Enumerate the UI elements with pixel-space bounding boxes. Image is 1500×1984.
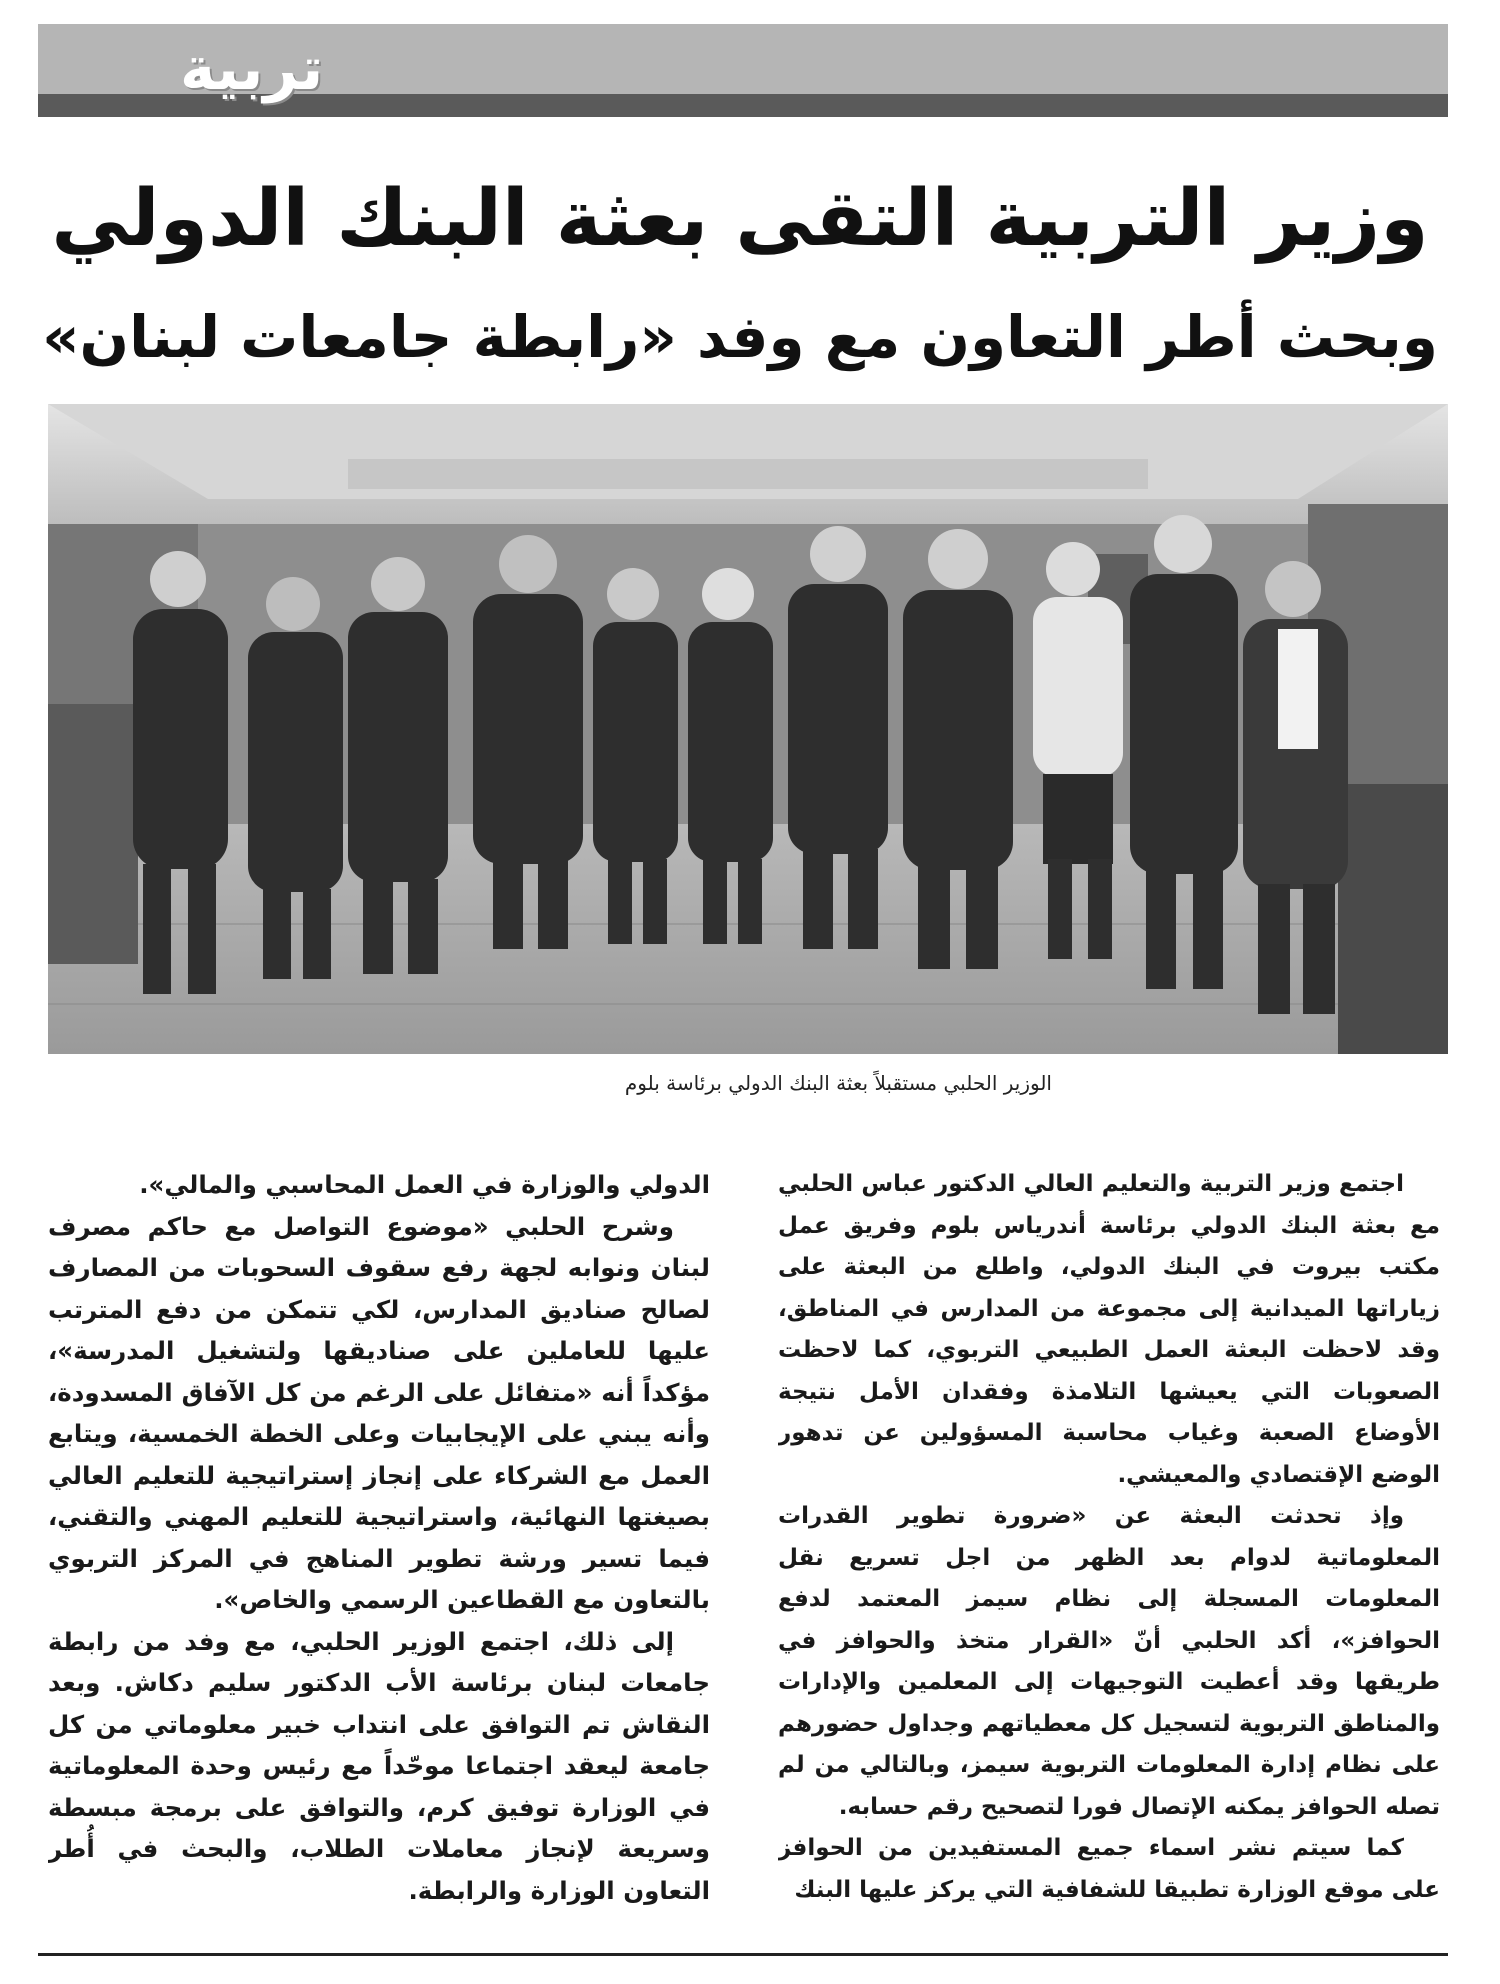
bottom-rule (38, 1953, 1448, 1956)
article-paragraph: وشرح الحلبي «موضوع التواصل مع حاكم مصرف لبنان ونوابه لجهة رفع سقوف السحوبات من المصارف لصالح صناديق المدارس، لكي تتمكن من دفع المترتب عليها للعاملين على صناديقها ولتشغيل المدرسة»، مؤكداً أنه «متفائل على الرغم من كل الآفاق المسدودة، وأنه يبني على الإيجابيات وعلى الخطة الخمسية، ويتابع العمل مع الشركاء على إنجاز إستراتيجية للتعليم العالي بصيغتها النهائية، واستراتيجية للتعليم المهني والتقني، فيما تسير ورشة تطوير المناهج في المركز التربوي بالتعاون مع القطاعين الرسمي والخاص». (48, 1211, 710, 1614)
headline-line-1: وزير التربية التقى بعثة البنك الدولي (51, 174, 1429, 264)
article-paragraph: وإذ تحدثت البعثة عن «ضرورة تطوير القدرات المعلوماتية لدوام بعد الظهر من اجل تسريع نقل المعلومات المسجلة إلى نظام سيمز المعتمد لدفع الحوافز»، أكد الحلبي أنّ «القرار متخذ والحوافز في طريقها وقد أعطيت التوجيهات إلى المعلمين والإدارات والمناطق التربوية لتسجيل كل معطياتهم وجداول حضورهم على نظام إدارة المعلومات التربوية سيمز، وبالتالي من لم تصله الحوافز يمكنه الإتصال فورا لتصحيح رقم حسابه. (778, 1503, 1440, 1820)
photo-caption: الوزير الحلبي مستقبلاً بعثة البنك الدولي برئاسة بلوم (624, 1071, 1052, 1095)
headline-line-2: وبحث أطر التعاون مع وفد «رابطة جامعات لبنان» (42, 303, 1438, 371)
group-photo-illustration (48, 404, 1448, 1054)
article-paragraph: الدولي والوزارة في العمل المحاسبي والمالي». (139, 1170, 710, 1199)
article-paragraph: إلى ذلك، اجتمع الوزير الحلبي، مع وفد من رابطة جامعات لبنان برئاسة الأب الدكتور سليم دكاش. وبعد النقاش تم التوافق على انتداب خبير معلوماتي من كل جامعة ليعقد اجتماعا موحّداً مع رئيس وحدة المعلوماتية في الوزارة توفيق كرم، والتوافق على برمجة مبسطة وسريعة لإنجاز معاملات الطلاب، والبحث في أُطر التعاون الوزارة والرابطة. (48, 1626, 710, 1905)
article-column-left (48, 1164, 710, 1934)
article-paragraph: كما سيتم نشر اسماء جميع المستفيدين من الحوافز على موقع الوزارة تطبيقا للشفافية التي يركز عليها البنك (778, 1835, 1440, 1903)
section-label: تربية (180, 34, 324, 104)
article-paragraph: اجتمع وزير التربية والتعليم العالي الدكتور عباس الحلبي مع بعثة البنك الدولي برئاسة أندرياس بلوم وفريق عمل مكتب بيروت في البنك الدولي، واطلع من البعثة على زياراتها الميدانية إلى مجموعة من المدارس في المناطق، وقد لاحظت البعثة العمل الطبيعي التربوي، كما لاحظت الصعوبات التي يعيشها التلامذة وفقدان الأمل نتيجة الأوضاع الصعبة وغياب محاسبة المسؤولين عن تدهور الوضع الإقتصادي والمعيشي. (778, 1171, 1440, 1488)
article-column-right (778, 1164, 1440, 1934)
group-photo (48, 404, 1448, 1054)
